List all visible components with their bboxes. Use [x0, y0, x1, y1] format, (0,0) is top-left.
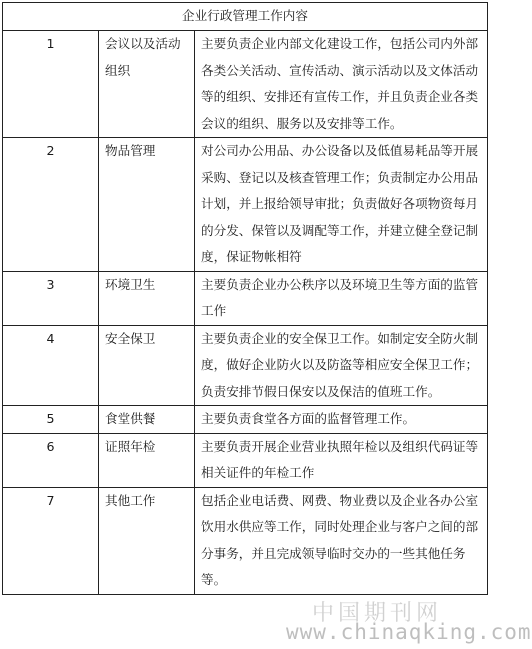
- table-row: [3, 433, 488, 487]
- row-number: 3: [3, 271, 99, 325]
- table-row: [3, 138, 488, 272]
- row-category: 安全保卫: [99, 325, 195, 406]
- table-title-row: [3, 3, 488, 31]
- table-title: 企业行政管理工作内容: [3, 3, 488, 31]
- row-number: 7: [3, 487, 99, 594]
- row-category: 食堂供餐: [99, 406, 195, 434]
- watermark-cn: 中国期刊网: [312, 601, 443, 626]
- row-category: 物品管理: [99, 138, 195, 272]
- row-number: 6: [3, 433, 99, 487]
- row-description: 主要负责开展企业营业执照年检以及组织代码证等相关证件的年检工作: [195, 433, 488, 487]
- table-row: [3, 31, 488, 138]
- row-description: 对公司办公用品、办公设备以及低值易耗品等开展采购、登记以及核查管理工作；负责制定办公用品计划，并上报给领导审批；负责做好各项物资每月的分发、保管以及调配等工作，并建立健全登记制度，保证物帐相符: [195, 138, 488, 272]
- table-row: [3, 325, 488, 406]
- table-row: [3, 487, 488, 594]
- row-description: 包括企业电话费、网费、物业费以及企业各办公室饮用水供应等工作，同时处理企业与客户之间的部分事务，并且完成领导临时交办的一些其他任务等。: [195, 487, 488, 594]
- watermark-url: www.chinaqking.com: [286, 620, 532, 644]
- table-row: [3, 406, 488, 434]
- row-category: 其他工作: [99, 487, 195, 594]
- row-number: 5: [3, 406, 99, 434]
- row-category: 环境卫生: [99, 271, 195, 325]
- watermark: [272, 600, 532, 646]
- row-description: 主要负责企业办公秩序以及环境卫生等方面的监管工作: [195, 271, 488, 325]
- row-number: 2: [3, 138, 99, 272]
- row-number: 1: [3, 31, 99, 138]
- row-description: 主要负责企业的安全保卫工作。如制定安全防火制度，做好企业防火以及防盗等相应安全保卫工作；负责安排节假日保安以及保洁的值班工作。: [195, 325, 488, 406]
- row-description: 主要负责企业内部文化建设工作，包括公司内外部各类公关活动、宣传活动、演示活动以及文体活动等的组织、安排还有宣传工作，并且负责企业各类会议的组织、服务以及安排等工作。: [195, 31, 488, 138]
- table-row: [3, 271, 488, 325]
- row-number: 4: [3, 325, 99, 406]
- row-description: 主要负责食堂各方面的监督管理工作。: [195, 406, 488, 434]
- row-category: 证照年检: [99, 433, 195, 487]
- work-content-table: [2, 2, 488, 595]
- row-category: 会议以及活动组织: [99, 31, 195, 138]
